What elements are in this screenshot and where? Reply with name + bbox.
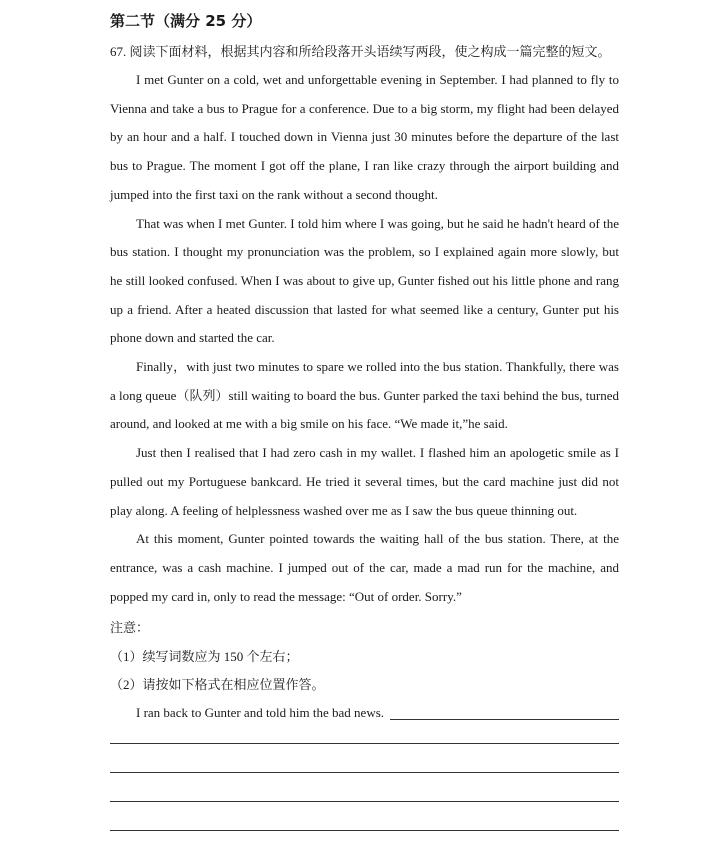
notes-heading: 注意： bbox=[110, 620, 150, 635]
question-instruction: 67. 阅读下面材料，根据其内容和所给段落开头语续写两段，使之构成一篇完整的短文。 bbox=[110, 44, 611, 59]
reading-passage bbox=[110, 66, 619, 611]
passage-paragraph-4: Just then I realised that I had zero cash in my wallet. I flashed him an apologetic smile as I pulled out my Portuguese bankcard. He tried it several times, but the card machine just did not play along. A feeling of helplessness washed over me as I saw the bus queue thinning out. bbox=[110, 445, 619, 518]
answer-write-line[interactable] bbox=[110, 743, 619, 744]
answer-write-line[interactable] bbox=[110, 830, 619, 831]
answer-write-line[interactable] bbox=[110, 801, 619, 802]
notes-item-1: （1）续写词数应为 150 个左右； bbox=[110, 648, 299, 664]
section-title: 第二节（满分 25 分） bbox=[110, 12, 262, 30]
passage-paragraph-5: At this moment, Gunter pointed towards the waiting hall of the bus station. There, at the entrance, was a cash machine. I jumped out of the car, made a mad run for the machine, and popped my card in, only to read the message: “Out of order. Sorry.” bbox=[110, 531, 619, 604]
passage-paragraph-2: That was when I met Gunter. I told him where I was going, but he said he hadn't heard of the bus station. I thought my pronunciation was the problem, so I explained again more slowly, but he still looked confused. When I was about to give up, Gunter fished out his little phone and rang up a friend. After a heated discussion that lasted for what seemed like a century, Gunter put his phone down and started the car. bbox=[110, 215, 619, 346]
passage-paragraph-3: Finally，with just two minutes to spare we rolled into the bus station. Thankfully, there was a long queue（队列）still waiting to board the bus. Gunter parked the taxi behind the bus, turned around, and looked at me with a big smile on his face. “We made it,”he said. bbox=[110, 359, 619, 432]
answer-lead-line bbox=[136, 700, 619, 726]
answer-write-line[interactable] bbox=[110, 772, 619, 773]
answer-blank[interactable] bbox=[390, 703, 619, 720]
answer-lead-text: I ran back to Gunter and told him the bad news. bbox=[136, 705, 385, 720]
notes-item-2: （2）请按如下格式在相应位置作答。 bbox=[110, 677, 325, 693]
passage-paragraph-1: I met Gunter on a cold, wet and unforgettable evening in September. I had planned to fly to Vienna and take a bus to Prague for a conference. Due to a big storm, my flight had been delayed by an hour and a half. I touched down in Vienna just 30 minutes before the departure of the last bus to Prague. The moment I got off the plane, I ran like crazy through the airport building and jumped into the first taxi on the rank without a second thought. bbox=[110, 72, 619, 202]
notes-section bbox=[110, 614, 619, 700]
